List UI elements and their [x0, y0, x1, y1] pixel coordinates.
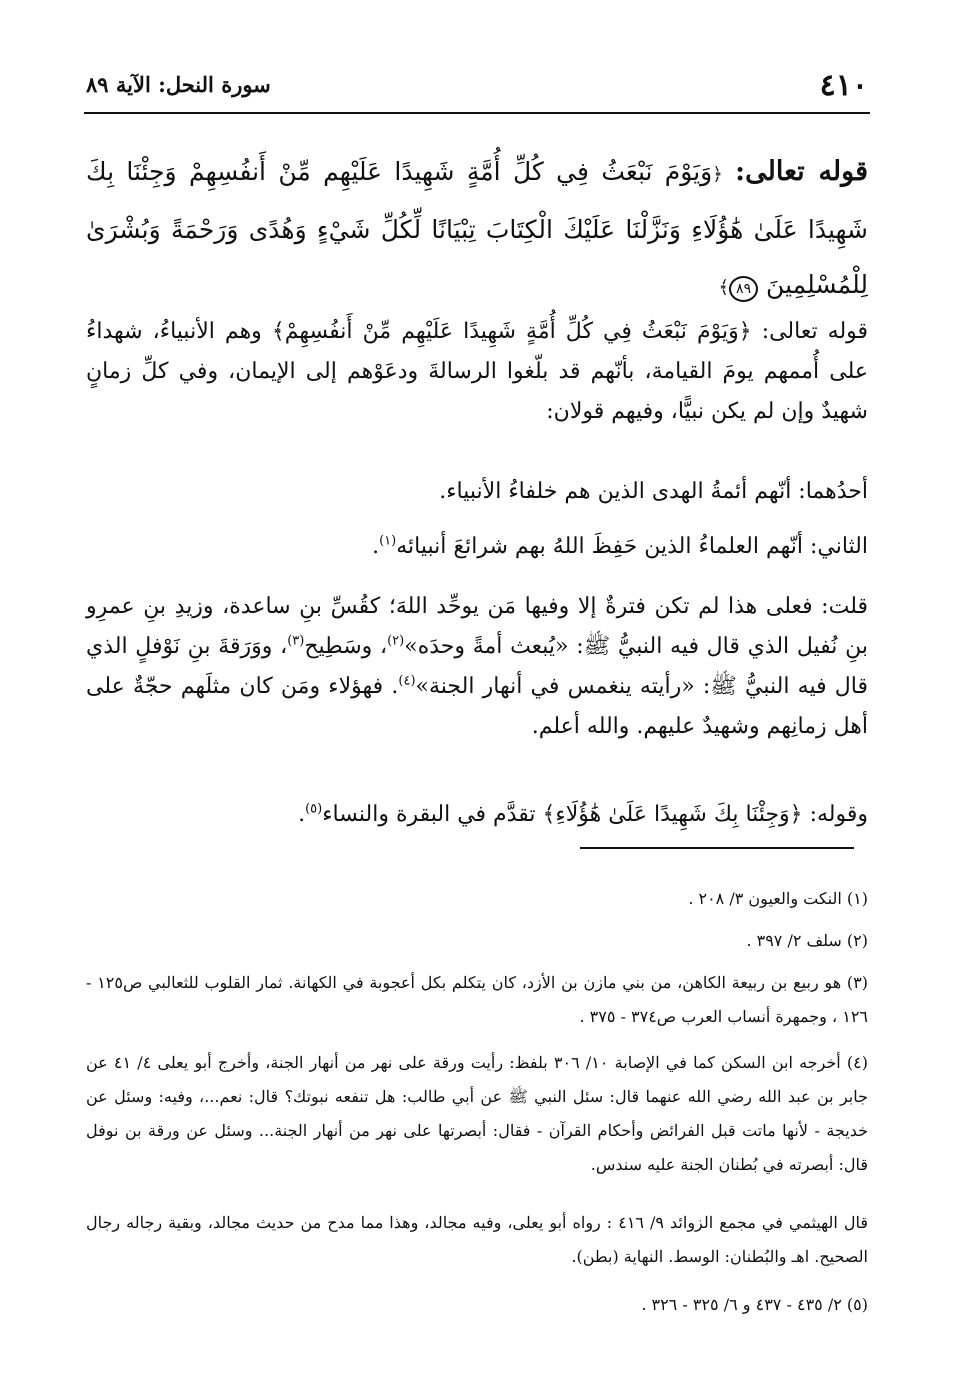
p4-part-c: ، ووَرَقةَ بنِ نَوْفلٍ الذي قال فيه النبيُّ ﷺ: «رأيته ينغمس في أنهار الجنة» [86, 634, 868, 699]
footnote-ref-2[interactable]: (٢) [387, 633, 405, 649]
footnote-ref-1[interactable]: (١) [379, 533, 397, 549]
p4-part-b: ، وسَطِيح [304, 634, 388, 659]
paragraph-closing [86, 795, 868, 835]
footnote-separator [580, 847, 854, 849]
p2-text: أحدُهما: أنّهم أئمةُ الهدى الذين هم خلفاءُ الأنبياء. [439, 479, 868, 504]
footnote-4: (٤) أخرجه ابن السكن كما في الإصابة ١٠/ ٣٠٦ بلفظ: رأيت ورقة على نهر من أنهار الجنة، وأخرج أبو يعلى ٤/ ٤١ عن جابر بن عبد الله رضي الله عنهما قال: سئل النبي ﷺ عن أبي طالب: هل تنفعه نبوتك؟ قال: نعم...، وفيه: وسئل عن خديجة - لأنها ماتت قبل الفرائض وأحكام القرآن - فقال: أبصرتها على نهر من أنهار الجنة... وسئل عن ورقة بن نوفل قال: أبصرته في بُطنان الجنة عليه سندس. [86, 1053, 869, 1174]
footnote-5: (٥) ٢/ ٤٣٥ - ٤٣٧ و ٦/ ٣٢٥ - ٣٢٦ . [641, 1295, 868, 1314]
footnote-4-continued: قال الهيثمي في مجمع الزوائد ٩/ ٤١٦ : رواه أبو يعلى، وفيه مجالد، وهذا مما مدح من حديث مجالد، وبقية رجاله رجال الصحيح. اهـ والبُطنان: الوسط. النهاية (بطن). [86, 1213, 869, 1266]
page-header [86, 68, 868, 110]
p1-text: وهم الأنبياءُ، شهداءُ على أُممهم يومَ القيامة، بأنّهم قد بلّغوا الرسالةَ ودعَوْهم إلى الإيمان، وفي كلِّ زمانٍ شهيدٌ وإن لم يكن نبيًّا، وفيهم قولان: [86, 319, 868, 424]
footnote-ref-4[interactable]: (٤) [398, 673, 416, 689]
p4-part-a: قلت: فعلى هذا لم تكن فترةٌ إلا وفيها مَن يوحِّد اللهَ؛ كقُسِّ بنِ ساعدة، وزيدِ بنِ عمرِو بنِ نُفيل الذي قال فيه النبيُّ ﷺ: «يُبعث أمةً وحدَه» [86, 594, 868, 659]
paragraph-commentary-1 [86, 312, 868, 432]
p1-lead: قوله تعالى: [761, 319, 869, 344]
p5-quote: ﴿وَجِئْنَا بِكَ شَهِيدًا عَلَىٰ هَٰؤُلَاءِ﴾ [542, 802, 803, 827]
paragraph-comment [86, 587, 868, 747]
paragraph-opinion-2 [86, 527, 868, 567]
running-title: سورة النحل: الآية ٨٩ [86, 72, 271, 97]
paragraph-opinion-1 [86, 472, 868, 512]
p4-part-d: . فهؤلاء ومَن كان مثلَهم حجّةٌ على أهل زمانِهم وشهيدٌ عليهم. والله أعلم. [86, 674, 868, 739]
footnote-ref-5[interactable]: (٥) [305, 801, 323, 817]
p5-part-b: تقدَّم في البقرة والنساء [322, 802, 536, 827]
quran-verse-block [86, 144, 868, 315]
footnote-2: (٢) سلف ٢/ ٣٩٧ . [746, 931, 868, 950]
header-rule [84, 112, 870, 114]
footnote-ref-3[interactable]: (٣) [287, 633, 305, 649]
p5-part-a: وقوله: [809, 802, 868, 827]
p3-text: الثاني: أنّهم العلماءُ الذين حَفِظَ اللهُ بهم شرائعَ أنبيائه [396, 534, 868, 559]
p5-end: . [298, 802, 306, 827]
verse-close-bracket: ﴾ [718, 277, 730, 298]
verse-lead: قوله تعالى: [735, 156, 869, 187]
footnote-1: (١) النكت والعيون ٣/ ٢٠٨ . [688, 889, 868, 908]
verse-open-bracket: ﴿ [712, 164, 723, 185]
page-number: ٤١٠ [819, 68, 868, 103]
verse-number-badge: ٨٩ [729, 276, 758, 302]
p3-end: . [372, 534, 380, 559]
verse-text: وَيَوْمَ نَبْعَثُ فِي كُلِّ أُمَّةٍ شَهِيدًا عَلَيْهِم مِّنْ أَنفُسِهِمْ وَجِئْنَا بِكَ شَهِيدًا عَلَىٰ هَٰؤُلَاءِ وَنَزَّلْنَا عَلَيْكَ الْكِتَابَ تِبْيَانًا لِّكُلِّ شَيْءٍ وَهُدًى وَرَحْمَةً وَبُشْرَىٰ لِلْمُسْلِمِينَ [86, 157, 868, 299]
p1-quote: ﴿وَيَوْمَ نَبْعَثُ فِي كُلِّ أُمَّةٍ شَهِيدًا عَلَيْهِم مِّنْ أَنفُسِهِمْ﴾ [271, 319, 752, 344]
footnote-3: (٣) هو ربيع بن ربيعة الكاهن، من بني مازن بن الأزد، كان يتكلم بكل أعجوبة في الكهانة. ثمار القلوب للثعالبي ص١٢٥ - ١٢٦ ، وجمهرة أنساب العرب ص٣٧٤ - ٣٧٥ . [86, 973, 868, 1026]
